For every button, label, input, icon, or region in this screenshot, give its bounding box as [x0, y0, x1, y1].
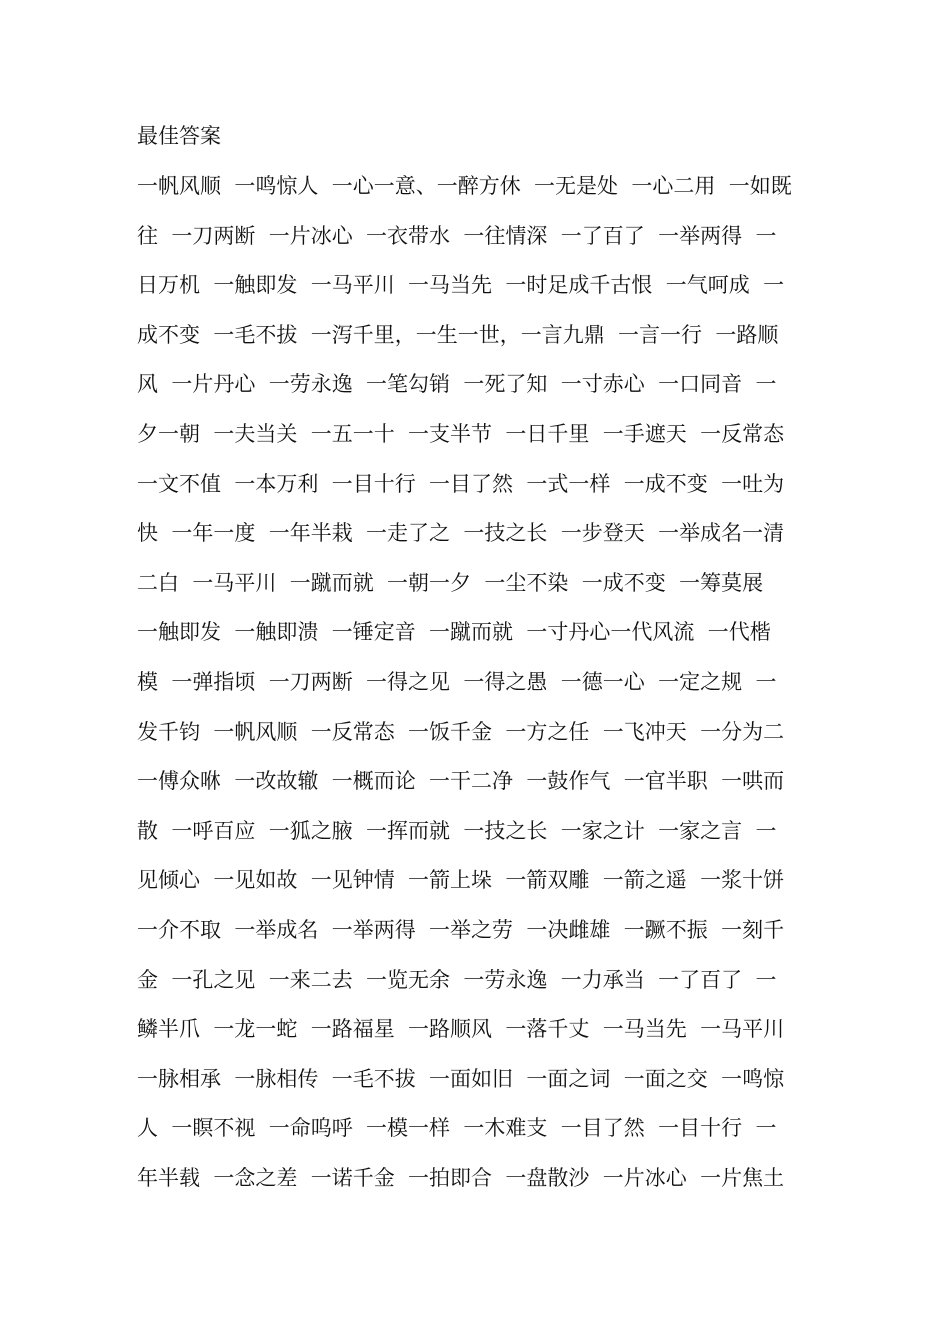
- text-line: 日万机 一触即发 一马平川 一马当先 一时足成千古恨 一气呵成 一: [137, 273, 785, 298]
- text-line: 风 一片丹心 一劳永逸 一笔勾销 一死了知 一寸赤心 一口同音 一: [137, 372, 777, 397]
- text-line: 二白 一马平川 一蹴而就 一朝一夕 一尘不染 一成不变 一筹莫展: [137, 570, 764, 595]
- text-line: 金 一孔之见 一来二去 一览无余 一劳永逸 一力承当 一了百了 一: [137, 967, 777, 992]
- page-title: 最佳答案: [137, 124, 221, 148]
- text-line: 一脉相承 一脉相传 一毛不拔 一面如旧 一面之词 一面之交 一鸣惊: [137, 1066, 785, 1091]
- text-line: 一触即发 一触即溃 一锤定音 一蹴而就 一寸丹心一代风流 一代楷: [137, 620, 771, 645]
- text-line: 往 一刀两断 一片冰心 一衣带水 一往情深 一了百了 一举两得 一: [137, 223, 777, 248]
- text-line: 成不变 一毛不拔 一泻千里，一生一世，一言九鼎 一言一行 一路顺: [137, 322, 779, 347]
- text-line: 见倾心 一见如故 一见钟情 一箭上垛 一箭双雕 一箭之遥 一浆十饼: [137, 868, 785, 893]
- text-line: 年半载 一念之差 一诺千金 一拍即合 一盘散沙 一片冰心 一片焦土: [137, 1165, 785, 1190]
- text-line: 一介不取 一举成名 一举两得 一举之劳 一决雌雄 一蹶不振 一刻千: [137, 917, 785, 942]
- text-line: 模 一弹指顷 一刀两断 一得之见 一得之愚 一德一心 一定之规 一: [137, 669, 777, 694]
- text-line: 鳞半爪 一龙一蛇 一路福星 一路顺风 一落千丈 一马当先 一马平川: [137, 1017, 785, 1042]
- text-line: 一傅众咻 一改故辙 一概而论 一干二净 一鼓作气 一官半职 一哄而: [137, 769, 785, 794]
- text-line: 快 一年一度 一年半栽 一走了之 一技之长 一步登天 一举成名一清: [137, 521, 785, 546]
- text-line: 一文不值 一本万利 一目十行 一目了然 一式一样 一成不变 一吐为: [137, 471, 785, 496]
- text-line: 一帆风顺 一鸣惊人 一心一意、一醉方休 一无是处 一心二用 一如既: [137, 174, 792, 198]
- text-line: 发千钧 一帆风顺 一反常态 一饭千金 一方之任 一飞冲天 一分为二: [137, 719, 785, 744]
- text-line: 人 一瞑不视 一命呜呼 一模一样 一木难支 一目了然 一目十行 一: [137, 1116, 777, 1141]
- idiom-text-block: [137, 166, 837, 1207]
- text-line: 夕一朝 一夫当关 一五一十 一支半节 一日千里 一手遮天 一反常态: [137, 421, 785, 446]
- text-line: 散 一呼百应 一狐之腋 一挥而就 一技之长 一家之计 一家之言 一: [137, 818, 777, 843]
